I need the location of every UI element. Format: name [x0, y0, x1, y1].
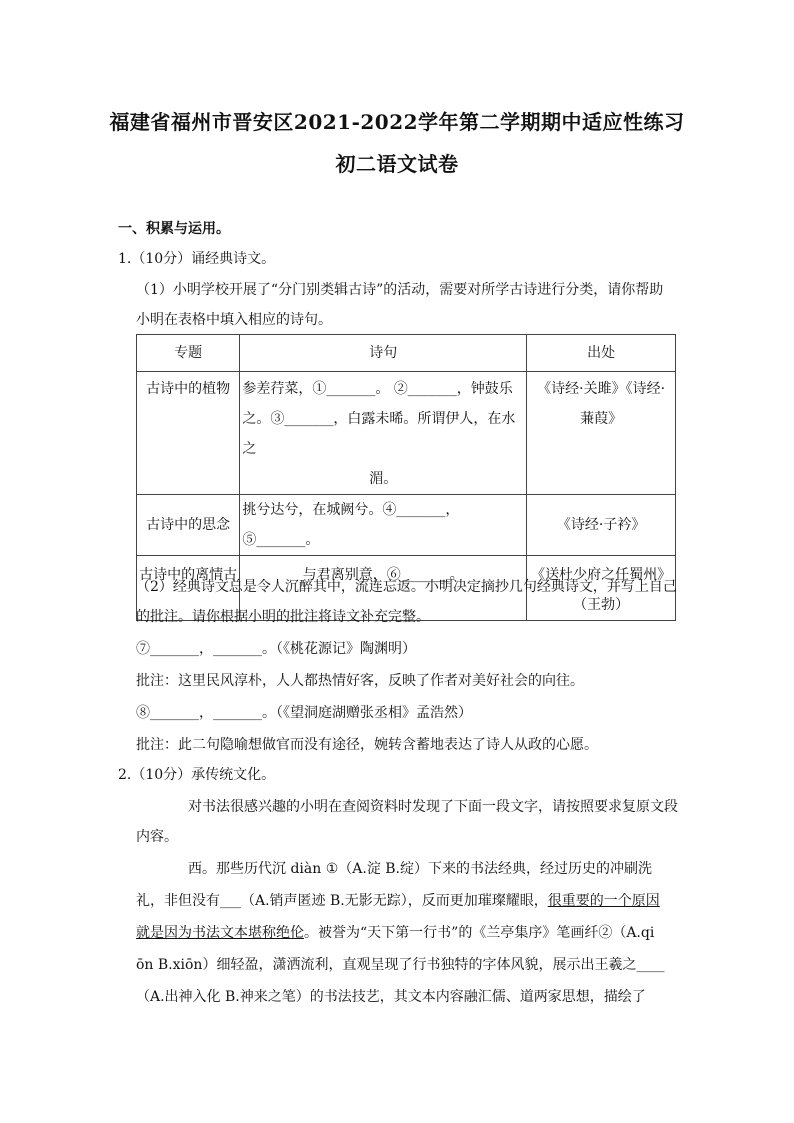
- table-header-cell: 出处: [527, 335, 676, 372]
- passage-underlined-text: 就是因为书法文本堪称绝伦: [136, 925, 304, 941]
- poem-line: 参差荇菜，①_______。 ②_______，钟鼓乐: [242, 381, 513, 397]
- question-2-intro-cont: 内容。: [136, 829, 178, 845]
- table-cell-topic: 古诗中的思念: [137, 495, 240, 556]
- passage-text: 礼，非但没有___（A.销声匿迹 B.无影无踪），反而更加璀璨耀眼，: [136, 893, 548, 909]
- question-1-header: 1.（10分）诵经典诗文。: [118, 251, 276, 267]
- poem-line: 之。③_______，白露未晞。所谓伊人，在水之: [242, 411, 516, 457]
- question-1-part2-text-cont: 的批注。请你根据小明的批注将诗文补充完整。: [136, 609, 430, 625]
- table-cell-lines: 挑兮达兮，在城阙兮。④_______，⑤_______。: [240, 495, 527, 556]
- fill-item-8: ⑧_______，_______。（《望洞庭湖赠张丞相》孟浩然）: [136, 705, 472, 721]
- exam-title: 福建省福州市晋安区2021-2022学年第二学期期中适应性练习: [109, 110, 685, 134]
- passage-text: 。被誉为“天下第一行书”的《兰亭集序》笔画纤②（A.qi: [304, 925, 655, 941]
- question-2-header: 2.（10分）承传统文化。: [118, 767, 276, 783]
- section-heading: 一、积累与运用。: [118, 221, 230, 237]
- table-cell-lines: [240, 372, 527, 495]
- passage-line: 西。那些历代沉 diàn ①（A.淀 B.绽）下来的书法经典，经过历史的冲刷洗: [188, 861, 653, 877]
- table-cell-topic: 古诗中的离情古: [137, 556, 240, 621]
- source-line: 蒹葭》: [580, 411, 623, 427]
- table-header-row: [137, 335, 676, 372]
- source-line: （王勃）: [573, 597, 630, 613]
- poem-line: 湄。: [369, 471, 398, 487]
- question-2-intro: 对书法很感兴趣的小明在查阅资料时发现了下面一段文字，请按照要求复原文段: [188, 799, 678, 815]
- table-cell-source: 《诗经·子衿》: [527, 495, 676, 556]
- table-header-cell: 诗句: [240, 335, 527, 372]
- source-line: 《送杜少府之任蜀州》: [531, 567, 672, 583]
- passage-underlined-text: 很重要的一个原因: [547, 893, 660, 909]
- table-cell-topic: 古诗中的植物: [137, 372, 240, 495]
- question-1-part1-text: （1）小明学校开展了“分门别类辑古诗”的活动，需要对所学古诗进行分类，请你帮助: [136, 282, 664, 298]
- exam-subtitle: 初二语文试卷: [335, 152, 459, 176]
- passage-line: [136, 924, 654, 942]
- table-header-cell: 专题: [137, 335, 240, 372]
- question-1-part2-text: （2）经典诗文总是令人沉醉其中，流连忘返。小明决定摘抄几句经典诗文，并写上自己: [136, 579, 677, 595]
- table-cell-source: [527, 372, 676, 495]
- source-line: 《诗经·关雎》《诗经·: [537, 381, 666, 397]
- note-8: 批注：此二句隐喻想做官而没有途径，婉转含蓄地表达了诗人从政的心愿。: [136, 737, 598, 753]
- note-7: 批注：这里民风淳朴，人人都热情好客，反映了作者对美好社会的向往。: [136, 673, 584, 689]
- table-row: [137, 495, 676, 556]
- passage-line: （A.出神入化 B.神来之笔）的书法技艺，其文本内容融汇儒、道两家思想，描绘了: [136, 989, 646, 1005]
- question-1-part1-text-cont: 小明在表格中填入相应的诗句。: [136, 312, 332, 328]
- passage-line: ōn B.xiōn）细轻盈，潇洒流利，直观呈现了行书独特的字体风貌，展示出王羲之____: [136, 957, 665, 973]
- table-cell-lines: 与君离别意，⑥_______。: [240, 556, 527, 621]
- table-row: [137, 372, 676, 495]
- fill-item-7: ⑦_______，_______。（《桃花源记》陶渊明）: [136, 641, 416, 657]
- passage-line: [136, 892, 660, 910]
